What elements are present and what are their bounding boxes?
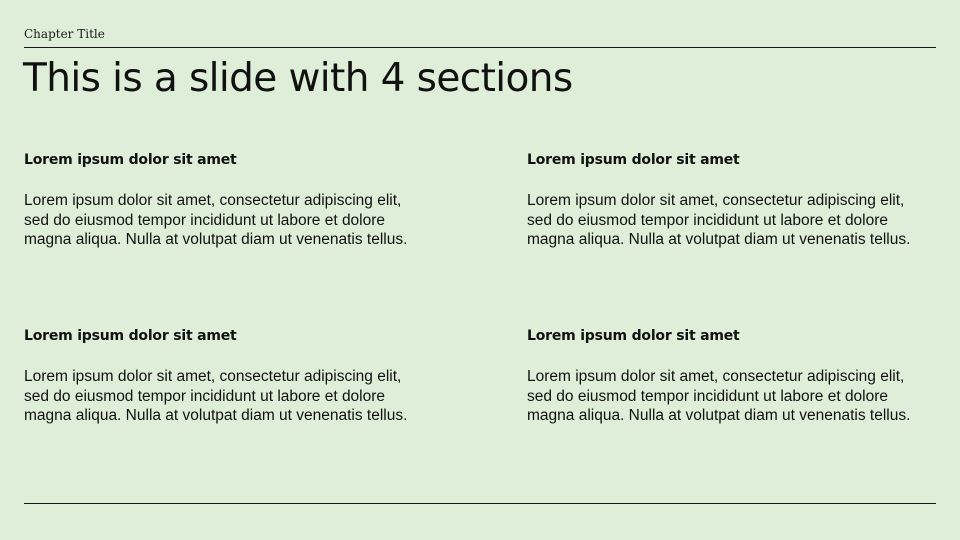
section-2 bbox=[527, 151, 927, 250]
section-heading: Lorem ipsum dolor sit amet bbox=[24, 328, 237, 344]
section-heading: Lorem ipsum dolor sit amet bbox=[527, 152, 740, 168]
section-body: Lorem ipsum dolor sit amet, consectetur adipiscing elit, sed do eiusmod tempor incididunt ut labore et dolore magna aliqua. Nulla at volutpat diam ut venenatis tellus. bbox=[527, 368, 911, 424]
section-1 bbox=[24, 151, 424, 250]
section-body: Lorem ipsum dolor sit amet, consectetur adipiscing elit, sed do eiusmod tempor incididunt ut labore et dolore magna aliqua. Nulla at volutpat diam ut venenatis tellus. bbox=[24, 368, 408, 424]
section-heading: Lorem ipsum dolor sit amet bbox=[24, 152, 237, 168]
chapter-title: Chapter Title bbox=[24, 27, 105, 41]
section-body: Lorem ipsum dolor sit amet, consectetur adipiscing elit, sed do eiusmod tempor incididunt ut labore et dolore magna aliqua. Nulla at volutpat diam ut venenatis tellus. bbox=[24, 192, 408, 248]
slide-title: This is a slide with 4 sections bbox=[23, 56, 573, 101]
bottom-divider bbox=[24, 503, 936, 504]
section-body: Lorem ipsum dolor sit amet, consectetur adipiscing elit, sed do eiusmod tempor incididunt ut labore et dolore magna aliqua. Nulla at volutpat diam ut venenatis tellus. bbox=[527, 192, 911, 248]
top-divider bbox=[24, 47, 936, 48]
section-3 bbox=[24, 327, 424, 426]
section-heading: Lorem ipsum dolor sit amet bbox=[527, 328, 740, 344]
section-4 bbox=[527, 327, 927, 426]
